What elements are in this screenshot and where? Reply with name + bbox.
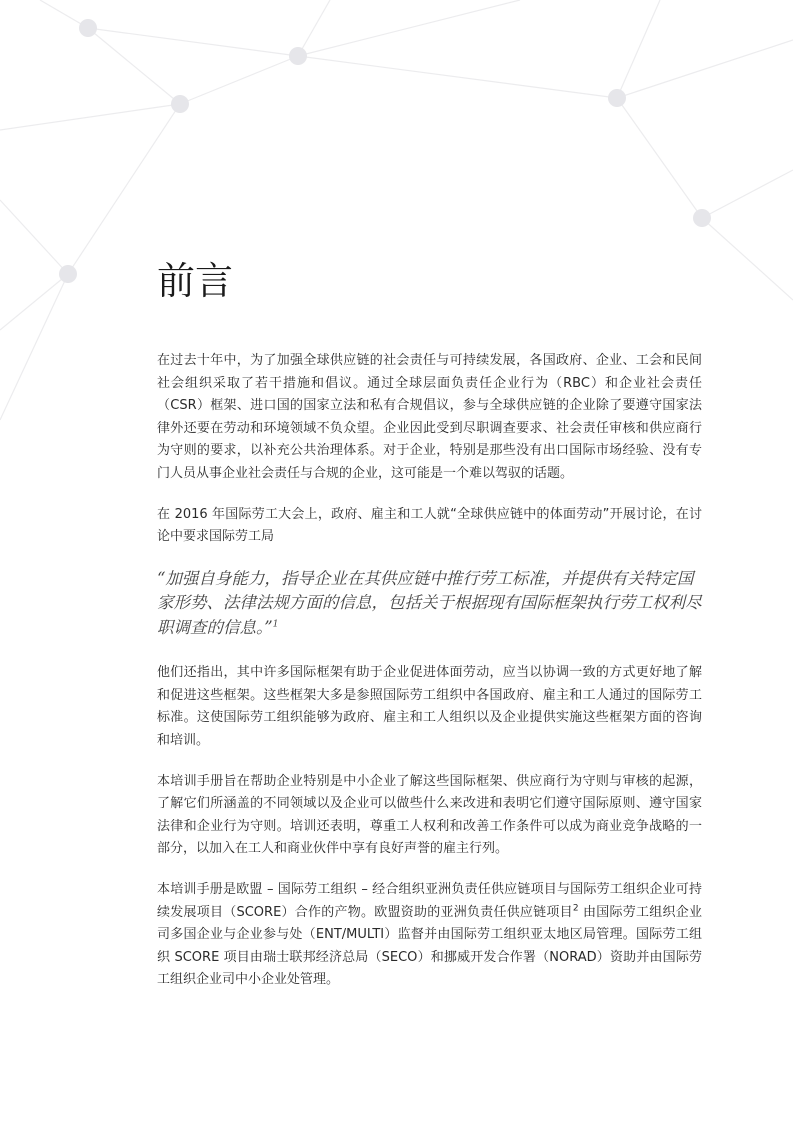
paragraph-3: 他们还指出，其中许多国际框架有助于企业促进体面劳动，应当以协调一致的方式更好地了解和促进这些框架。这些框架大多是参照国际劳工组织中各国政府、雇主和工人通过的国际劳工标准。这使国际劳工组织能够为政府、雇主和工人组织以及企业提供实施这些框架方面的咨询和培训。 [157, 665, 702, 749]
footnote-ref-1: 1 [272, 619, 279, 630]
main-content [157, 256, 702, 1010]
paragraph-5 [157, 879, 702, 992]
page-title: 前言 [157, 259, 234, 303]
quote-text: “加强自身能力，指导企业在其供应链中推行劳工标准，并提供有关特定国家形势、法律法规方面的信息，包括关于根据现有国际框架执行劳工权利尽职调查的信息。” [157, 568, 702, 637]
paragraph-2: 在 2016 年国际劳工大会上，政府、雇主和工人就“全球供应链中的体面劳动”开展讨论，在讨论中要求国际劳工局 [157, 506, 702, 545]
quote-block [157, 567, 702, 641]
paragraph-4: 本培训手册旨在帮助企业特别是中小企业了解这些国际框架、供应商行为守则与审核的起源，了解它们所涵盖的不同领域以及企业可以做些什么来改进和表明它们遵守国际原则、遵守国家法律和企业行为守则。培训还表明，尊重工人权利和改善工作条件可以成为商业竞争战略的一部分，以加入在工人和商业伙伴中享有良好声誉的雇主行列。 [157, 773, 702, 857]
paragraph-1: 在过去十年中，为了加强全球供应链的社会责任与可持续发展，各国政府、企业、工会和民间社会组织采取了若干措施和倡议。通过全球层面负责任企业行为（RBC）和企业社会责任（CSR）框架、进口国的国家立法和私有合规倡议，参与全球供应链的企业除了要遵守国家法律外还要在劳动和环境领域不负众望。企业因此受到尽职调查要求、社会责任审核和供应商行为守则的要求，以补充公共治理体系。对于企业，特别是那些没有出口国际市场经验、没有专门人员从事企业社会责任与合规的企业，这可能是一个难以驾驭的话题。 [157, 353, 702, 481]
paragraph-5-part-b: 由国际劳工组织企业司多国企业与企业参与处（ENT/MULTI）监督并由国际劳工组织亚太地区局管理。国际劳工组织 SCORE 项目由瑞士联邦经济总局（SECO）和挪威开发合作署（NORAD）资助并由国际劳工组织企业司中小企业处管理。 [157, 904, 702, 988]
paragraph-5-part-a: 本培训手册是欧盟 – 国际劳工组织 – 经合组织亚洲负责任供应链项目与国际劳工组织企业可持续发展项目（SCORE）合作的产物。欧盟资助的亚洲负责任供应链项目 [157, 882, 702, 920]
footnote-ref-2: 2 [572, 903, 579, 914]
